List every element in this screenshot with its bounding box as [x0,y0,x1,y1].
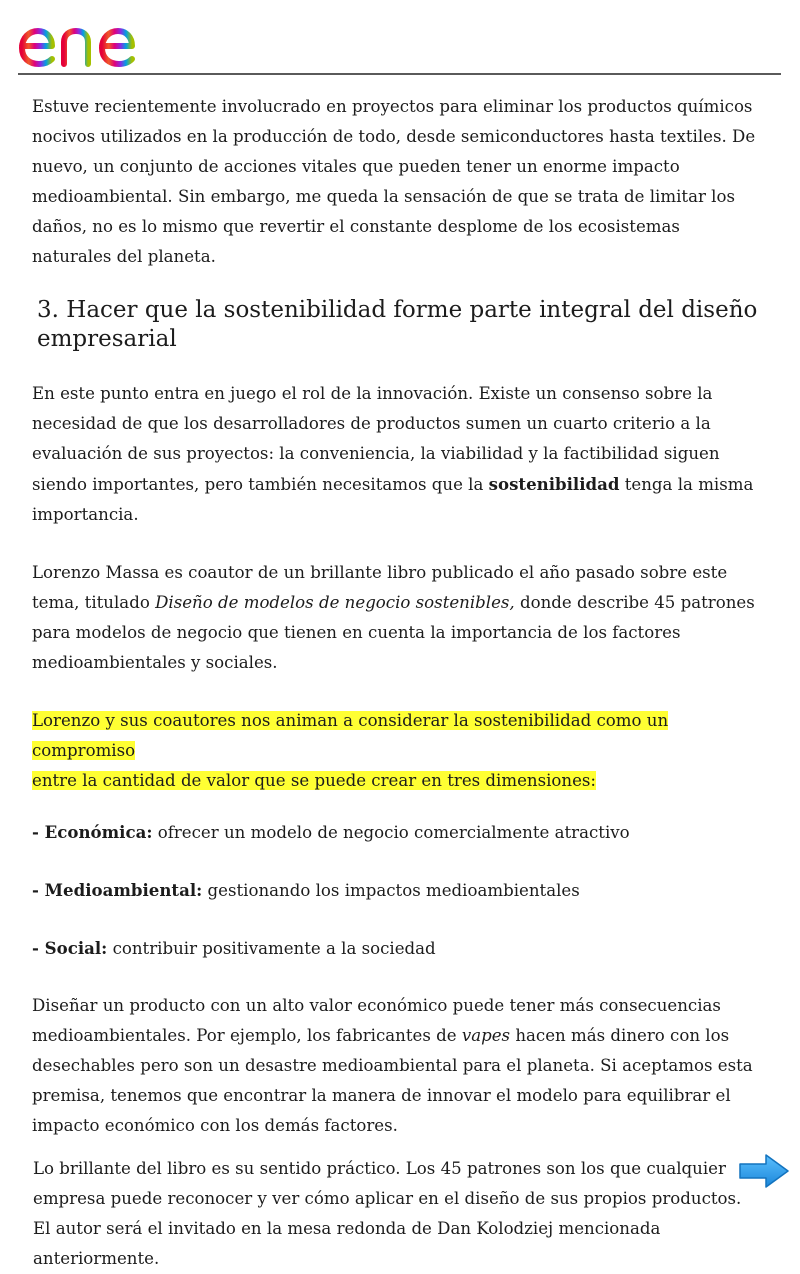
header-divider [18,73,781,75]
article-body [32,92,762,1274]
paragraph-innovation-end: tenga la misma importancia. [32,475,754,524]
paragraph-innovation-text: En este punto entra en juego el rol de la innovación. Existe un consenso sobre la necesidad de que los desarrolladores de productos sumen un cuarto criterio a la evaluación de sus proyectos: la conveniencia, la viabilidad y la factibilidad siguen siendo importantes, pero también necesitamos que la [32,384,720,494]
dimension-text: gestionando los impactos medioambientales [202,881,580,900]
section-heading: 3. Hacer que la sostenibilidad forme parte integral del diseño empresarial [37,297,758,352]
paragraph-vapes [32,991,762,1141]
enel-logo[interactable] [14,4,184,70]
paragraph-lorenzo [32,558,762,678]
dimension-medioambiental [32,875,762,906]
paragraph-vapes-end: hacen más dinero con los desechables pero son un desastre medioambiental para el planeta. Si aceptamos esta premisa, tenemos que encontrar la manera de innovar el modelo para equilibrar el impacto económico con los demás factores. [32,1026,753,1135]
paragraph-book-practical: Lo brillante del libro es su sentido práctico. Los 45 patrones son los que cualquier empresa puede reconocer y ver cómo aplicar en el diseño de sus propios productos. El autor será el invitado en la mesa redonda de Dan Kolodziej mencionada anteriormente. [33,1159,742,1268]
dimension-label: - Social: [32,938,108,958]
sostenibilidad-bold: sostenibilidad [488,474,620,494]
dimension-economica [32,817,762,848]
book-title: Diseño de modelos de negocio sostenibles, [155,593,515,612]
highlight-line-1: Lorenzo y sus coautores nos animan a considerar la sostenibilidad como un compromiso [32,711,669,760]
page-header [0,0,800,76]
paragraph-vapes-text: Diseñar un producto con un alto valor económico puede tener más consecuencias medioambientales. Por ejemplo, los fabricantes de [32,996,721,1045]
dimension-label: - Económica: [32,822,153,842]
vapes-italic: vapes [461,1026,511,1045]
dimension-text: ofrecer un modelo de negocio comercialmente atractivo [152,823,630,842]
arrow-right-icon[interactable] [738,1152,790,1190]
paragraph-lorenzo-end: donde describe 45 patrones para modelos de negocio que tienen en cuenta la importancia de los factores medioambientales y sociales. [32,593,755,672]
dimension-text: contribuir positivamente a la sociedad [107,939,436,958]
highlight-line-2: entre la cantidad de valor que se puede crear en tres dimensiones: [32,771,597,790]
dimension-label: - Medioambiental: [32,880,203,900]
paragraph-lorenzo-text: Lorenzo Massa es coautor de un brillante libro publicado el año pasado sobre este tema, titulado [32,563,728,612]
paragraph-innovation [32,379,762,530]
paragraph-chemicals: Estuve recientemente involucrado en proyectos para eliminar los productos químicos nocivos utilizados en la producción de todo, desde semiconductores hasta textiles. De nuevo, un conjunto de acciones vitales que pueden tener un enorme impacto medioambiental. Sin embargo, me queda la sensación de que se trata de limitar los daños, no es lo mismo que revertir el constante desplome de los ecosistemas naturales del planeta. [32,97,756,266]
dimension-social [32,933,762,964]
highlighted-paragraph [32,706,762,796]
